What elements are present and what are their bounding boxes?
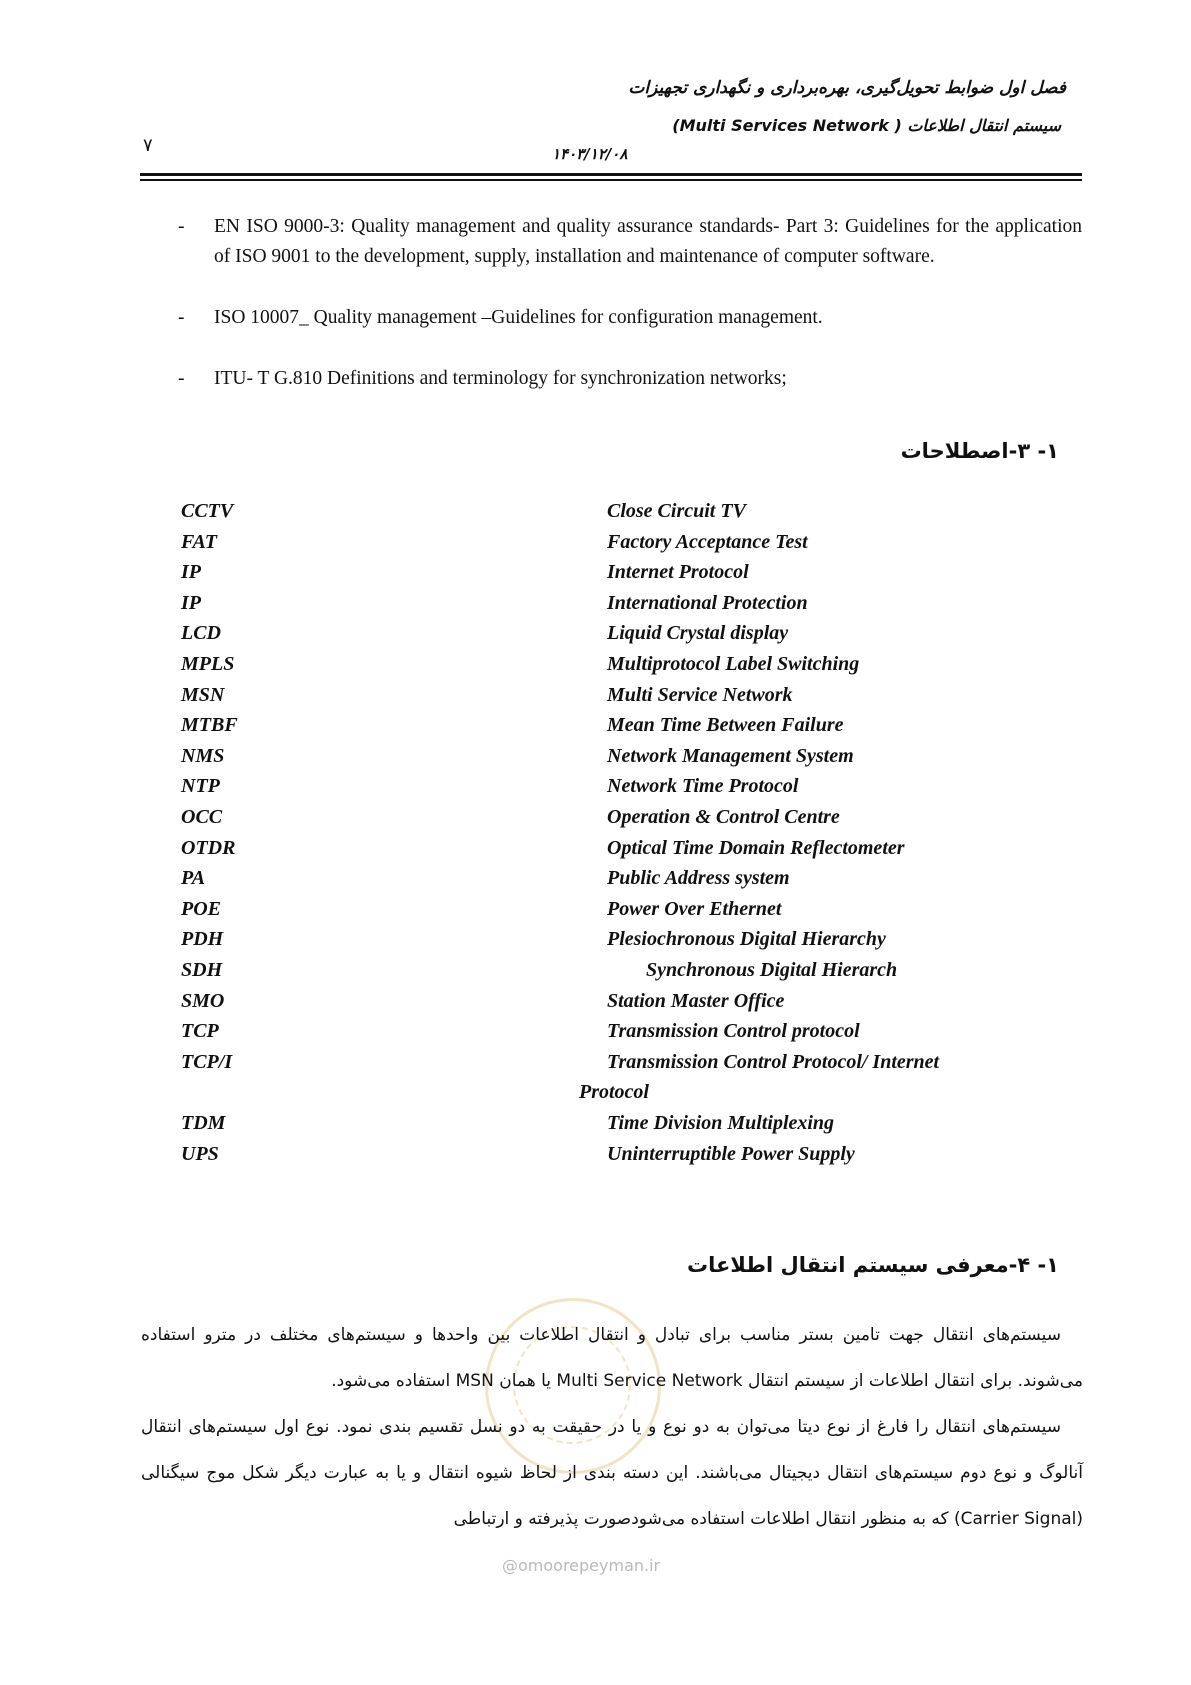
term-abbreviation: OCC — [181, 806, 223, 828]
term-definition: Network Time Protocol — [607, 775, 799, 798]
list-dash: - — [178, 307, 185, 328]
term-abbreviation: CCTV — [181, 500, 234, 522]
term-definition: Uninterruptible Power Supply — [607, 1142, 855, 1165]
standard-item — [178, 303, 1082, 333]
term-definition: Network Management System — [607, 744, 854, 767]
term-abbreviation: FAT — [181, 530, 217, 553]
standard-text: ITU- T G.810 Definitions and terminology for synchronization networks; — [214, 368, 787, 389]
term-abbreviation: UPS — [181, 1142, 219, 1165]
term-abbreviation: IP — [181, 561, 201, 584]
standard-item — [178, 212, 1082, 272]
term-definition: Multiprotocol Label Switching — [607, 653, 860, 675]
term-definition: Optical Time Domain Reflectometer — [607, 836, 905, 859]
paragraph: سیستم‌های انتقال را فارغ از نوع دیتا می‌توان به دو نوع و یا در حقیقت به دو نسل تقسیم بندی نمود. نوع اول سیستم‌های انتقال آنالوگ و نوع دوم سیستم‌های انتقال دیجیتال می‌باشند. این دسته بندی از لحاظ شیوه انتقال و یا به عبارت دیگر شکل موج سیگنالی (Carrier Signal) که به منظور انتقال اطلاعات استفاده می‌شودصورت پذیرفته و ارتباطی — [141, 1417, 1083, 1529]
term-abbreviation: TDM — [181, 1112, 226, 1134]
term-abbreviation: LCD — [181, 622, 221, 645]
page-number: ۷ — [143, 135, 153, 156]
term-definition: Close Circuit TV — [607, 500, 746, 522]
term-definition: Liquid Crystal display — [607, 622, 789, 645]
header-date: ۱۴۰۳/۱۲/۰۸ — [552, 145, 628, 163]
term-definition: Internet Protocol — [607, 561, 749, 584]
term-definition: Operation & Control Centre — [607, 806, 840, 828]
watermark-text: @omoorepeyman.ir — [502, 1556, 661, 1575]
standard-item — [178, 364, 1082, 394]
paragraph: سیستم‌های انتقال جهت تامین بستر مناسب برای تبادل و انتقال اطلاعات بین واحدها و سیستم‌های مختلف در مترو استفاده می‌شوند. برای انتقال اطلاعات از سیستم انتقال Multi Service Network یا همان MSN استفاده می‌شود. — [141, 1325, 1083, 1391]
intro-text — [141, 1312, 1083, 1542]
term-abbreviation: IP — [181, 591, 201, 614]
list-dash: - — [178, 216, 185, 237]
term-definition: Transmission Control Protocol/ Internet — [607, 1050, 940, 1073]
term-abbreviation: TCP/I — [181, 1050, 233, 1073]
section-heading-intro: ۱- ۴-معرفی سیستم انتقال اطلاعات — [686, 1253, 1059, 1277]
term-abbreviation: NMS — [181, 744, 225, 767]
term-abbreviation: NTP — [181, 775, 220, 798]
header-rule-thick — [140, 173, 1082, 176]
term-definition: Station Master Office — [607, 989, 785, 1012]
term-definition: International Protection — [607, 591, 808, 614]
term-definition: Public Address system — [607, 867, 790, 890]
term-abbreviation: OTDR — [181, 836, 236, 859]
term-abbreviation: SDH — [181, 959, 223, 981]
term-definition: Synchronous Digital Hierarch — [646, 959, 898, 981]
section-heading-terms: ۱- ۳-اصطلاحات — [900, 439, 1059, 463]
term-abbreviation: POE — [181, 897, 221, 920]
term-definition: Plesiochronous Digital Hierarchy — [607, 928, 886, 951]
term-abbreviation: PDH — [181, 928, 224, 951]
term-definition: Transmission Control protocol — [607, 1020, 860, 1043]
term-definition: Time Division Multiplexing — [607, 1112, 835, 1134]
term-definition: Factory Acceptance Test — [607, 530, 808, 553]
term-abbreviation: SMO — [181, 989, 225, 1012]
standard-text: ISO 10007_ Quality management –Guidelines for configuration management. — [214, 307, 823, 328]
list-dash: - — [178, 368, 185, 389]
term-abbreviation: PA — [181, 867, 206, 890]
term-definition-continued: Protocol — [579, 1081, 649, 1104]
header-subtitle: سیستم انتقال اطلاعات ( Multi Services Network) — [672, 116, 1061, 135]
term-abbreviation: MPLS — [181, 653, 235, 675]
term-abbreviation: MSN — [181, 683, 225, 706]
term-definition: Power Over Ethernet — [607, 897, 782, 920]
term-abbreviation: TCP — [181, 1020, 219, 1043]
term-definition: Mean Time Between Failure — [607, 714, 844, 737]
term-abbreviation: MTBF — [181, 714, 238, 737]
term-definition: Multi Service Network — [607, 683, 793, 706]
standard-text: EN ISO 9000-3: Quality management and quality assurance standards- Part 3: Guidelines for the application of ISO 9001 to the development, supply, installation and maintenance of computer software. — [214, 216, 1082, 267]
header-title: فصل اول ضوابط تحویل‌گیری، بهره‌برداری و نگهداری تجهیزات — [628, 78, 1066, 98]
header-rule-thin — [140, 179, 1082, 181]
